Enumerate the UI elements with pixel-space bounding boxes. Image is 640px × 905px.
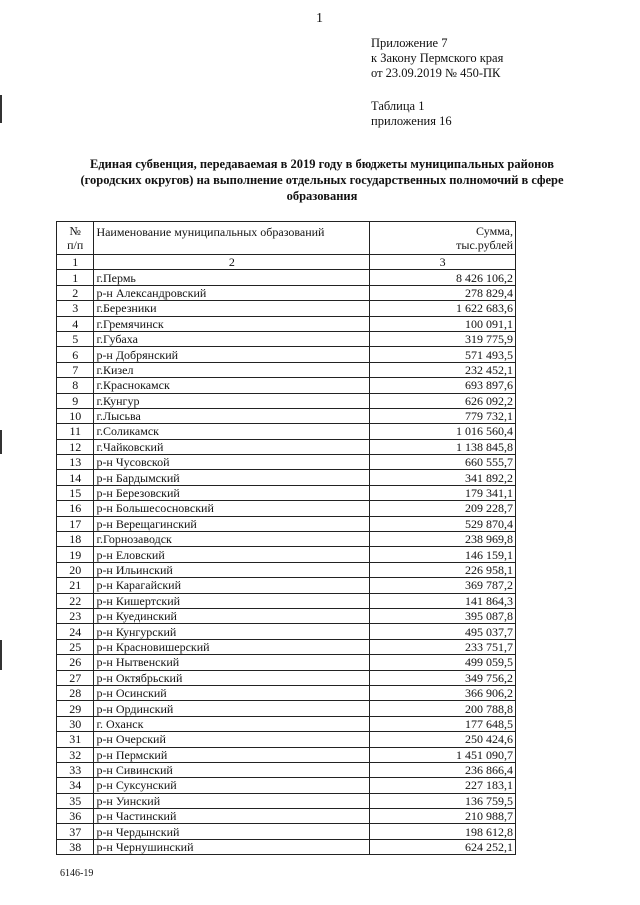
row-name: р-н Березовский xyxy=(94,485,370,500)
table-row xyxy=(57,839,516,854)
row-sum: 499 059,5 xyxy=(370,655,516,670)
row-number: 6 xyxy=(57,347,94,362)
row-name: р-н Верещагинский xyxy=(94,516,370,531)
row-number: 33 xyxy=(57,762,94,777)
row-number: 19 xyxy=(57,547,94,562)
table-row xyxy=(57,393,516,408)
table-row xyxy=(57,516,516,531)
row-number: 18 xyxy=(57,532,94,547)
header-name: Наименование муниципальных образований xyxy=(94,222,370,255)
row-name: р-н Еловский xyxy=(94,547,370,562)
table-row xyxy=(57,408,516,423)
row-number: 37 xyxy=(57,824,94,839)
table-row xyxy=(57,347,516,362)
row-sum: 395 087,8 xyxy=(370,608,516,623)
row-sum: 1 622 683,6 xyxy=(370,301,516,316)
row-sum: 227 183,1 xyxy=(370,778,516,793)
row-name: р-н Кунгурский xyxy=(94,624,370,639)
row-number: 28 xyxy=(57,685,94,700)
row-sum: 1 016 560,4 xyxy=(370,424,516,439)
title-line: Единая субвенция, передаваемая в 2019 году в бюджеты муниципальных районов xyxy=(90,157,554,171)
row-name: р-н Куединский xyxy=(94,608,370,623)
row-name: р-н Октябрьский xyxy=(94,670,370,685)
row-name: р-н Чердынский xyxy=(94,824,370,839)
table-row xyxy=(57,547,516,562)
row-name: р-н Бардымский xyxy=(94,470,370,485)
row-name: р-н Осинский xyxy=(94,685,370,700)
row-number: 35 xyxy=(57,793,94,808)
table-row xyxy=(57,532,516,547)
row-name: г.Чайковский xyxy=(94,439,370,454)
table-row xyxy=(57,809,516,824)
row-sum: 319 775,9 xyxy=(370,331,516,346)
row-number: 31 xyxy=(57,732,94,747)
row-name: р-н Кишертский xyxy=(94,593,370,608)
row-number: 26 xyxy=(57,655,94,670)
row-sum: 624 252,1 xyxy=(370,839,516,854)
approval-block xyxy=(371,36,503,81)
row-name: р-н Добрянский xyxy=(94,347,370,362)
row-sum: 210 988,7 xyxy=(370,809,516,824)
table-row xyxy=(57,316,516,331)
table-row xyxy=(57,655,516,670)
row-number: 7 xyxy=(57,362,94,377)
row-sum: 278 829,4 xyxy=(370,285,516,300)
row-sum: 626 092,2 xyxy=(370,393,516,408)
table-row xyxy=(57,378,516,393)
title-line: образования xyxy=(286,189,358,203)
row-number: 29 xyxy=(57,701,94,716)
row-sum: 8 426 106,2 xyxy=(370,270,516,285)
row-number: 25 xyxy=(57,639,94,654)
row-name: г.Кунгур xyxy=(94,393,370,408)
row-number: 5 xyxy=(57,331,94,346)
row-sum: 366 906,2 xyxy=(370,685,516,700)
row-name: р-н Александровский xyxy=(94,285,370,300)
row-name: р-н Очерский xyxy=(94,732,370,747)
row-number: 4 xyxy=(57,316,94,331)
row-name: р-н Красновишерский xyxy=(94,639,370,654)
row-number: 16 xyxy=(57,501,94,516)
scan-edge-mark xyxy=(0,640,2,670)
table-row xyxy=(57,301,516,316)
row-number: 30 xyxy=(57,716,94,731)
row-sum: 660 555,7 xyxy=(370,455,516,470)
row-number: 1 xyxy=(57,270,94,285)
table-row xyxy=(57,793,516,808)
row-sum: 141 864,3 xyxy=(370,593,516,608)
document-title xyxy=(40,156,604,204)
row-number: 11 xyxy=(57,424,94,439)
header-sum-line1: Сумма, xyxy=(476,224,513,238)
table-row xyxy=(57,716,516,731)
row-sum: 226 958,1 xyxy=(370,562,516,577)
header-sum xyxy=(370,222,516,255)
header-number-line2: п/п xyxy=(67,238,84,252)
table-row xyxy=(57,778,516,793)
table-row xyxy=(57,439,516,454)
row-number: 38 xyxy=(57,839,94,854)
table-row xyxy=(57,470,516,485)
row-number: 21 xyxy=(57,578,94,593)
row-name: г.Краснокамск xyxy=(94,378,370,393)
subsidy-table xyxy=(56,221,516,855)
table-row xyxy=(57,285,516,300)
row-number: 20 xyxy=(57,562,94,577)
row-name: р-н Нытвенский xyxy=(94,655,370,670)
footer-code: 6146-19 xyxy=(60,868,94,879)
row-sum: 177 648,5 xyxy=(370,716,516,731)
row-number: 23 xyxy=(57,608,94,623)
row-number: 8 xyxy=(57,378,94,393)
table-row xyxy=(57,670,516,685)
row-sum: 571 493,5 xyxy=(370,347,516,362)
row-name: г.Лысьва xyxy=(94,408,370,423)
header-sum-line2: тыс.рублей xyxy=(456,238,513,252)
row-number: 15 xyxy=(57,485,94,500)
row-sum: 529 870,4 xyxy=(370,516,516,531)
row-sum: 779 732,1 xyxy=(370,408,516,423)
row-number: 17 xyxy=(57,516,94,531)
table-row xyxy=(57,578,516,593)
scan-edge-mark xyxy=(0,95,2,123)
row-sum: 198 612,8 xyxy=(370,824,516,839)
row-number: 9 xyxy=(57,393,94,408)
row-name: г.Кизел xyxy=(94,362,370,377)
row-sum: 1 138 845,8 xyxy=(370,439,516,454)
header-number xyxy=(57,222,94,255)
row-sum: 236 866,4 xyxy=(370,762,516,777)
row-name: г. Оханск xyxy=(94,716,370,731)
row-number: 34 xyxy=(57,778,94,793)
row-sum: 209 228,7 xyxy=(370,501,516,516)
row-name: г.Горнозаводск xyxy=(94,532,370,547)
approval-line: Приложение 7 xyxy=(371,36,448,50)
row-number: 22 xyxy=(57,593,94,608)
page-number: 1 xyxy=(316,11,323,26)
row-number: 32 xyxy=(57,747,94,762)
row-name: г.Соликамск xyxy=(94,424,370,439)
row-name: р-н Ильинский xyxy=(94,562,370,577)
row-number: 2 xyxy=(57,285,94,300)
table-row xyxy=(57,562,516,577)
row-sum: 341 892,2 xyxy=(370,470,516,485)
row-number: 24 xyxy=(57,624,94,639)
row-name: г.Пермь xyxy=(94,270,370,285)
table-row xyxy=(57,762,516,777)
row-sum: 100 091,1 xyxy=(370,316,516,331)
header-number-line1: № xyxy=(69,224,81,238)
table-row xyxy=(57,824,516,839)
approval-line: от 23.09.2019 № 450-ПК xyxy=(371,66,501,80)
table-row xyxy=(57,362,516,377)
table-reference xyxy=(371,99,452,129)
table-row xyxy=(57,270,516,285)
row-number: 12 xyxy=(57,439,94,454)
table-row xyxy=(57,747,516,762)
row-sum: 349 756,2 xyxy=(370,670,516,685)
row-name: р-н Чусовской xyxy=(94,455,370,470)
column-number: 3 xyxy=(370,255,516,270)
row-name: р-н Чернушинский xyxy=(94,839,370,854)
row-name: р-н Ординский xyxy=(94,701,370,716)
table-ref-line: Таблица 1 xyxy=(371,99,425,113)
table-row xyxy=(57,485,516,500)
table-row xyxy=(57,424,516,439)
scan-edge-mark xyxy=(0,430,2,454)
row-name: р-н Пермский xyxy=(94,747,370,762)
row-sum: 200 788,8 xyxy=(370,701,516,716)
column-number-row xyxy=(57,255,516,270)
approval-line: к Закону Пермского края xyxy=(371,51,504,65)
row-name: г.Губаха xyxy=(94,331,370,346)
table-row xyxy=(57,732,516,747)
row-sum: 369 787,2 xyxy=(370,578,516,593)
row-name: р-н Карагайский xyxy=(94,578,370,593)
table-ref-line: приложения 16 xyxy=(371,114,452,128)
row-name: р-н Сивинский xyxy=(94,762,370,777)
row-sum: 1 451 090,7 xyxy=(370,747,516,762)
row-sum: 495 037,7 xyxy=(370,624,516,639)
row-name: р-н Большесосновский xyxy=(94,501,370,516)
row-sum: 232 452,1 xyxy=(370,362,516,377)
table-body xyxy=(57,270,516,855)
table-row xyxy=(57,501,516,516)
table-row xyxy=(57,331,516,346)
row-number: 10 xyxy=(57,408,94,423)
column-number: 2 xyxy=(94,255,370,270)
table-row xyxy=(57,593,516,608)
row-number: 3 xyxy=(57,301,94,316)
table-row xyxy=(57,685,516,700)
table-header-row xyxy=(57,222,516,255)
row-sum: 136 759,5 xyxy=(370,793,516,808)
title-line: (городских округов) на выполнение отдельных государственных полномочий в сфере xyxy=(80,173,564,187)
row-name: р-н Уинский xyxy=(94,793,370,808)
table-row xyxy=(57,639,516,654)
table-row xyxy=(57,701,516,716)
column-number: 1 xyxy=(57,255,94,270)
table-row xyxy=(57,624,516,639)
row-number: 14 xyxy=(57,470,94,485)
row-sum: 146 159,1 xyxy=(370,547,516,562)
row-sum: 179 341,1 xyxy=(370,485,516,500)
row-number: 27 xyxy=(57,670,94,685)
row-name: г.Гремячинск xyxy=(94,316,370,331)
table-row xyxy=(57,608,516,623)
row-number: 36 xyxy=(57,809,94,824)
row-sum: 693 897,6 xyxy=(370,378,516,393)
table-row xyxy=(57,455,516,470)
row-name: г.Березники xyxy=(94,301,370,316)
row-name: р-н Суксунский xyxy=(94,778,370,793)
row-name: р-н Частинский xyxy=(94,809,370,824)
row-sum: 238 969,8 xyxy=(370,532,516,547)
row-sum: 250 424,6 xyxy=(370,732,516,747)
row-number: 13 xyxy=(57,455,94,470)
row-sum: 233 751,7 xyxy=(370,639,516,654)
